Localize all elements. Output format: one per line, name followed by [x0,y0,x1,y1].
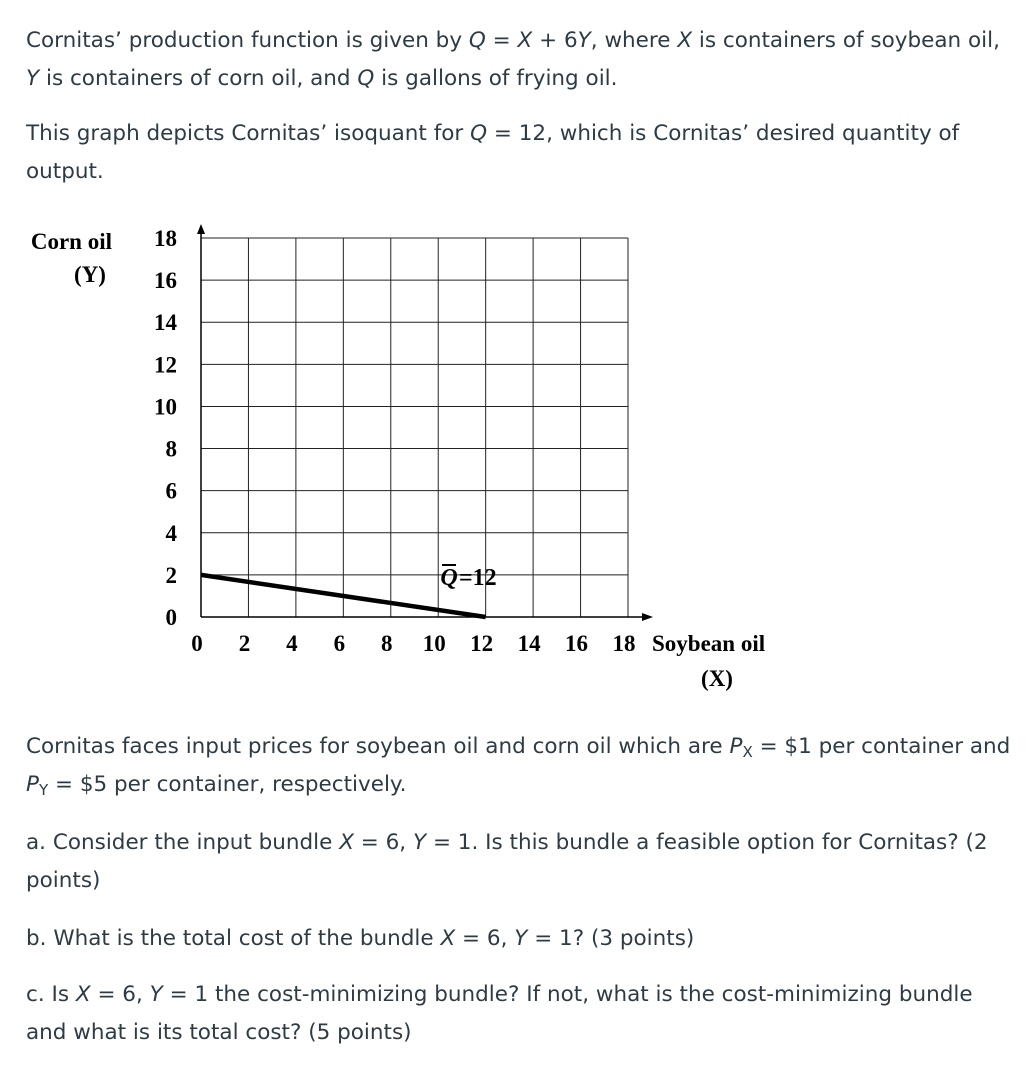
y-axis-arrow [197,224,205,234]
input-prices-paragraph: Cornitas faces input prices for soybean oil and corn oil which are $P_X$ = $1 per container and $P_Y$ = $5 per container, respectively. [26,734,1011,799]
y-tick-label: 8 [165,436,177,462]
x-tick-label: 2 [238,631,251,656]
graph-description: This graph depicts Cornitas’ isoquant for Q = 12, which is Cornitas’ desired quantity of output. [26,121,960,184]
x-tick-label: 0 [191,631,203,656]
y-tick-label: 14 [154,310,177,336]
x-tick-label: 12 [470,631,494,656]
isoquant-chart [0,215,820,705]
y-tick-label: 10 [154,394,177,420]
x-axis-label-line2: (X) [701,666,733,691]
x-axis-arrow [642,613,653,621]
y-tick-label: 4 [165,520,177,546]
question-b: b. What is the total cost of the bundle X = 6, Y = 1? (3 points) [26,926,695,951]
y-tick-label: 2 [165,562,177,588]
isoquant-label-symbol: Q [440,565,458,591]
chart-axis-labels [31,229,765,691]
chart-grid [201,238,628,617]
x-tick-label: 16 [565,631,589,656]
x-tick-label: 4 [286,631,298,656]
x-tick-label: 8 [381,631,393,656]
isoquant-label-value: =12 [459,565,497,591]
question-a: a. Consider the input bundle X = 6, Y = 1. Is this bundle a feasible option for Cornitas? (2 points) [26,830,988,893]
x-tick-label: 14 [517,631,541,656]
y-tick-label: 18 [154,226,177,251]
y-tick-label: 16 [154,268,177,294]
y-tick-label: 6 [165,478,177,504]
chart-tick-labels [154,226,636,656]
y-axis-label-line2: (Y) [74,262,106,287]
chart-axes [197,224,653,621]
y-axis-label-line1: Corn oil [30,229,112,254]
x-tick-label: 6 [333,631,346,656]
y-tick-label: 12 [154,352,177,378]
x-axis-label-line1: Soybean oil [652,631,766,656]
question-c: c. Is X = 6, Y = 1 the cost-minimizing bundle? If not, what is the cost-minimizing bundle and what is its total cost? (5 points) [26,982,973,1045]
chart-series [201,565,497,617]
x-tick-label: 18 [612,631,636,656]
y-tick-label: 0 [165,605,177,630]
intro-paragraph: Cornitas’ production function is given by Q = X + 6Y, where X is containers of soybean oil, Y is containers of corn oil, and Q is gallons of frying oil. [26,28,1000,91]
x-tick-label: 10 [422,631,446,656]
